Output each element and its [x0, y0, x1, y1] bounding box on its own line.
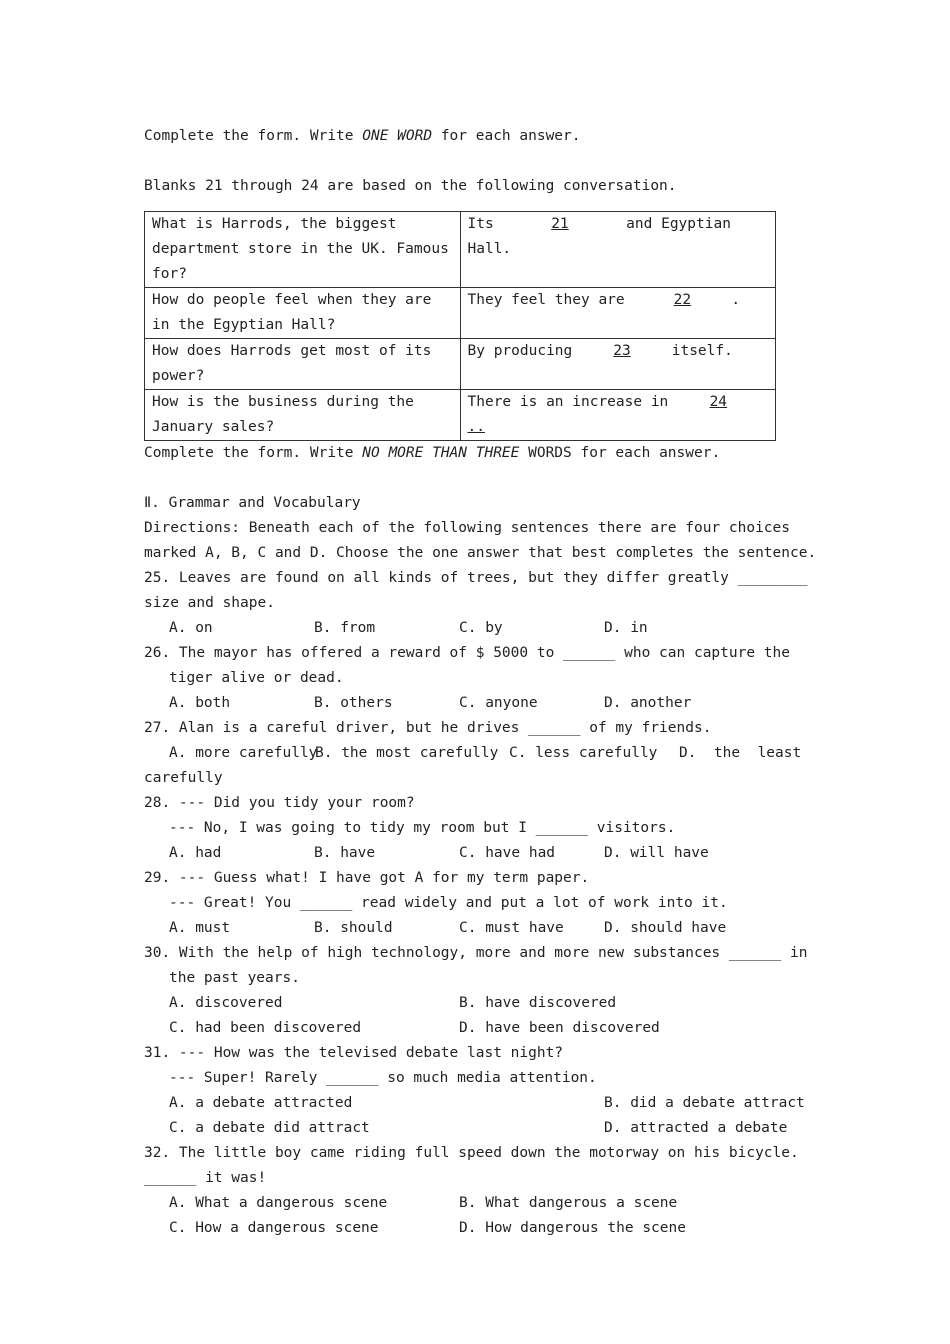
answer-form-table: [144, 211, 776, 441]
option-c[interactable]: C. less carefully: [509, 745, 658, 761]
option-b[interactable]: B. have: [314, 845, 376, 861]
blank-22[interactable]: 22: [673, 292, 692, 308]
option-d[interactable]: D. have been discovered: [459, 1020, 660, 1036]
form-answer: There is an increase in 24 ..: [460, 390, 776, 441]
option-a[interactable]: A. a debate attracted: [169, 1095, 353, 1111]
question-31: 31. --- How was the televised debate last night?: [144, 1045, 564, 1061]
question-32-options-cd: [144, 1216, 806, 1241]
blank-21[interactable]: 21: [551, 216, 569, 232]
form-question: How is the business during the January sales?: [145, 390, 461, 441]
blank-23[interactable]: 23: [613, 343, 631, 359]
option-b[interactable]: B. should: [314, 920, 393, 936]
question-31-options-cd: [144, 1116, 806, 1141]
directions-line-2: marked A, B, C and D. Choose the one answer that best completes the sentence.: [144, 545, 817, 561]
option-c[interactable]: C. by: [459, 620, 503, 636]
table-row: [145, 212, 776, 288]
question-25-cont: size and shape.: [144, 595, 275, 611]
instruction-text: WORDS for each answer.: [519, 445, 721, 461]
option-c[interactable]: C. have had: [459, 845, 556, 861]
option-b[interactable]: B. from: [314, 620, 376, 636]
option-a[interactable]: A. discovered: [169, 995, 283, 1011]
option-c[interactable]: C. a debate did attract: [169, 1120, 370, 1136]
option-a[interactable]: A. had: [169, 845, 222, 861]
question-32-options-ab: [144, 1191, 806, 1216]
form-answer: Its 21 and Egyptian Hall.: [460, 212, 776, 288]
question-25-options: [144, 616, 806, 641]
option-c[interactable]: C. anyone: [459, 695, 538, 711]
option-c[interactable]: C. had been discovered: [169, 1020, 362, 1036]
conversation-intro: Blanks 21 through 24 are based on the following conversation.: [144, 178, 677, 194]
form-question: How does Harrods get most of its power?: [145, 339, 461, 390]
option-d[interactable]: D. in: [604, 620, 648, 636]
question-32: 32. The little boy came riding full speed down the motorway on his bicycle.: [144, 1145, 799, 1161]
instruction-emphasis: ONE WORD: [362, 128, 433, 144]
question-26-options: [144, 691, 806, 716]
instruction-text: for each answer.: [432, 128, 581, 144]
option-b[interactable]: B. others: [314, 695, 393, 711]
option-c[interactable]: C. must have: [459, 920, 564, 936]
question-30-cont: the past years.: [169, 970, 300, 986]
question-27: 27. Alan is a careful driver, but he drives ______ of my friends.: [144, 720, 712, 736]
option-a[interactable]: A. on: [169, 620, 213, 636]
question-28-options: [144, 841, 806, 866]
section-title: Ⅱ. Grammar and Vocabulary: [144, 495, 361, 511]
instruction-text: Complete the form. Write: [144, 128, 363, 144]
option-a[interactable]: A. What a dangerous scene: [169, 1195, 388, 1211]
directions-line-1: Directions: Beneath each of the following sentences there are four choices: [144, 520, 791, 536]
question-25: 25. Leaves are found on all kinds of trees, but they differ greatly ________: [144, 570, 808, 586]
form-question: What is Harrods, the biggest department store in the UK. Famous for?: [145, 212, 461, 288]
question-27-option-d-cont: carefully: [144, 770, 223, 786]
option-a[interactable]: A. more carefully: [169, 745, 318, 761]
table-row: [145, 339, 776, 390]
question-26-cont: tiger alive or dead.: [169, 670, 344, 686]
option-d[interactable]: D. How dangerous the scene: [459, 1220, 686, 1236]
form-answer: They feel they are 22 .: [460, 288, 776, 339]
table-row: [145, 288, 776, 339]
option-b[interactable]: B. have discovered: [459, 995, 617, 1011]
worksheet-page: [144, 124, 817, 1241]
question-30-options-cd: [144, 1016, 806, 1041]
question-30-options-ab: [144, 991, 806, 1016]
instruction-text: Complete the form. Write: [144, 445, 363, 461]
option-d[interactable]: D. attracted a debate: [604, 1120, 788, 1136]
option-b[interactable]: B. did a debate attract: [604, 1095, 805, 1111]
option-d[interactable]: D. should have: [604, 920, 727, 936]
option-b[interactable]: B. the most carefully: [315, 745, 499, 761]
question-28-cont: --- No, I was going to tidy my room but I ______ visitors.: [169, 820, 676, 836]
question-27-options: [144, 741, 806, 766]
blank-24[interactable]: 24: [709, 394, 728, 410]
form-instruction-one-word: [144, 124, 806, 149]
question-32-cont: ______ it was!: [144, 1170, 267, 1186]
question-28: 28. --- Did you tidy your room?: [144, 795, 415, 811]
question-31-cont: --- Super! Rarely ______ so much media attention.: [169, 1070, 597, 1086]
option-c[interactable]: C. How a dangerous scene: [169, 1220, 379, 1236]
question-29-options: [144, 916, 806, 941]
form-instruction-three-words: [144, 441, 806, 466]
option-d[interactable]: D. the least: [679, 745, 802, 761]
instruction-emphasis: NO MORE THAN THREE: [362, 445, 520, 461]
option-b[interactable]: B. What dangerous a scene: [459, 1195, 678, 1211]
table-row: [145, 390, 776, 441]
question-29: 29. --- Guess what! I have got A for my term paper.: [144, 870, 590, 886]
question-31-options-ab: [144, 1091, 806, 1116]
question-30: 30. With the help of high technology, more and more new substances ______ in: [144, 945, 808, 961]
option-d[interactable]: D. will have: [604, 845, 709, 861]
form-question: How do people feel when they are in the Egyptian Hall?: [145, 288, 461, 339]
question-26: 26. The mayor has offered a reward of $ 5000 to ______ who can capture the: [144, 645, 791, 661]
option-a[interactable]: A. both: [169, 695, 231, 711]
option-a[interactable]: A. must: [169, 920, 231, 936]
question-29-cont: --- Great! You ______ read widely and put a lot of work into it.: [169, 895, 728, 911]
option-d[interactable]: D. another: [604, 695, 692, 711]
form-answer: By producing 23 itself.: [460, 339, 776, 390]
